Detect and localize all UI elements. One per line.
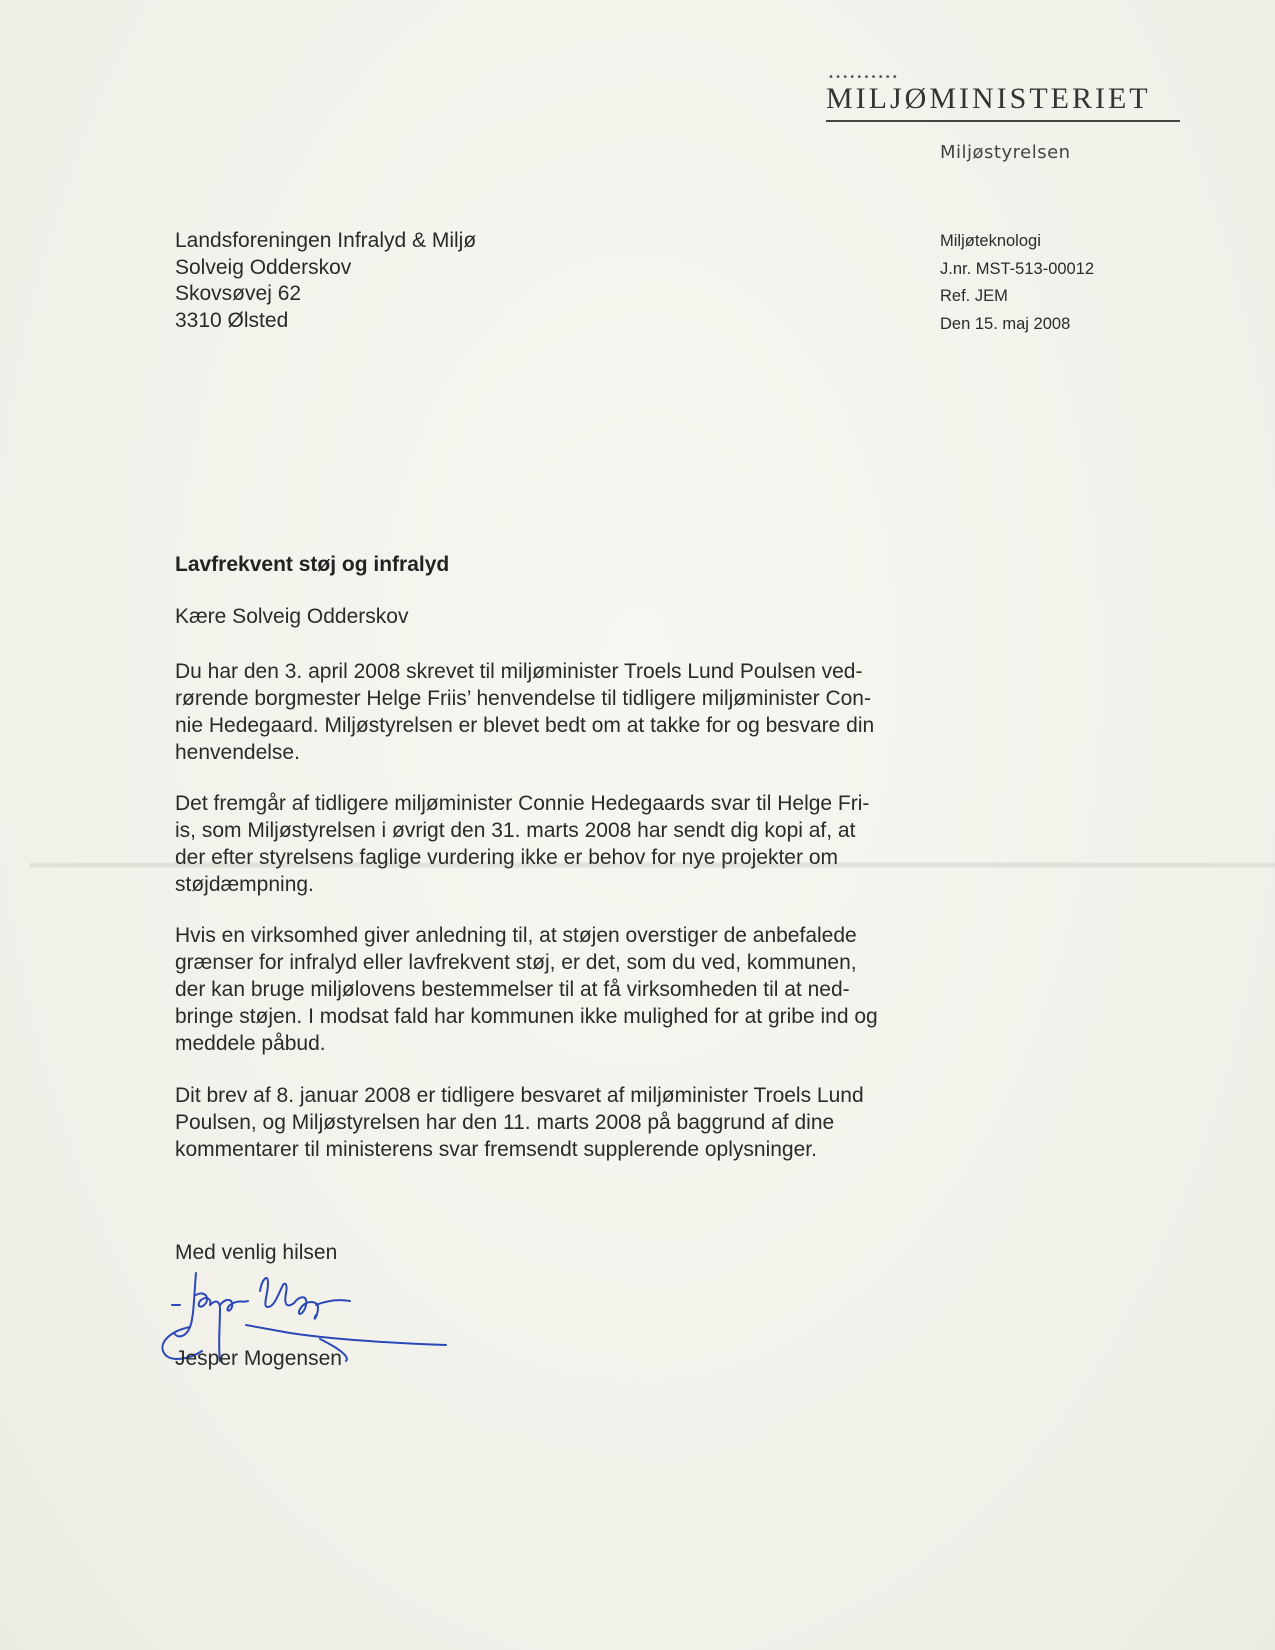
paragraph-line: is, som Miljøstyrelsen i øvrigt den 31. marts 2008 har sendt dig kopi af, at bbox=[175, 819, 856, 842]
paragraph-line: kommentarer til ministerens svar fremsendt supplerende oplysninger. bbox=[175, 1138, 817, 1161]
paragraph-line: Poulsen, og Miljøstyrelsen har den 11. marts 2008 på baggrund af dine bbox=[175, 1111, 835, 1134]
paragraph-line: rørende borgmester Helge Friis’ henvendelse til tidligere miljøminister Con- bbox=[175, 687, 871, 710]
paragraph-line: Du har den 3. april 2008 skrevet til miljøminister Troels Lund Poulsen ved- bbox=[175, 660, 863, 683]
recipient-line: Skovsøvej 62 bbox=[175, 282, 302, 305]
paragraph-line: nie Hedegaard. Miljøstyrelsen er blevet bedt om at takke for og besvare din bbox=[175, 714, 875, 737]
paragraph-line: grænser for infralyd eller lavfrekvent støj, er det, som du ved, kommunen, bbox=[175, 951, 857, 974]
reference-block bbox=[940, 228, 1094, 338]
agency-name: Miljøstyrelsen bbox=[940, 142, 1071, 163]
paragraph-line: støjdæmpning. bbox=[175, 873, 314, 896]
body-paragraph bbox=[175, 922, 945, 1057]
ministry-name: MILJØMINISTERIET bbox=[826, 82, 1151, 115]
closing-phrase: Med venlig hilsen bbox=[175, 1241, 338, 1264]
letter-date: Den 15. maj 2008 bbox=[940, 314, 1071, 333]
reference-code: Ref. JEM bbox=[940, 287, 1008, 305]
paragraph-line: der efter styrelsens faglige vurdering ikke er behov for nye projekter om bbox=[175, 846, 838, 869]
paragraph-line: henvendelse. bbox=[175, 741, 300, 764]
letter-subject: Lavfrekvent støj og infralyd bbox=[175, 553, 450, 576]
recipient-address bbox=[175, 228, 476, 334]
signer-name: Jesper Mogensen bbox=[175, 1347, 342, 1370]
paragraph-line: bringe støjen. I modsat fald har kommunen ikke mulighed for at gribe ind og bbox=[175, 1005, 878, 1028]
paragraph-line: Hvis en virksomhed giver anledning til, at støjen overstiger de anbefalede bbox=[175, 924, 857, 947]
paragraph-line: Det fremgår af tidligere miljøminister Connie Hedegaards svar til Helge Fri- bbox=[175, 792, 870, 815]
body-paragraph bbox=[175, 790, 945, 898]
recipient-line: 3310 Ølsted bbox=[175, 308, 289, 332]
body-paragraph bbox=[175, 1082, 945, 1163]
letterhead-dots: •••••••••• bbox=[828, 72, 899, 83]
journal-number: J.nr. MST-513-00012 bbox=[940, 259, 1095, 278]
recipient-line: Solveig Odderskov bbox=[175, 255, 352, 279]
paragraph-line: Dit brev af 8. januar 2008 er tidligere besvaret af miljøminister Troels Lund bbox=[175, 1084, 864, 1107]
paragraph-line: meddele påbud. bbox=[175, 1032, 326, 1055]
body-paragraph bbox=[175, 658, 945, 766]
paragraph-line: der kan bruge miljølovens bestemmelser til at få virksomheden til at ned- bbox=[175, 978, 850, 1001]
salutation: Kære Solveig Odderskov bbox=[175, 605, 409, 628]
department-label: Miljøteknologi bbox=[940, 232, 1041, 250]
recipient-line: Landsforeningen Infralyd & Miljø bbox=[175, 229, 477, 252]
letterhead-rule bbox=[826, 120, 1180, 122]
